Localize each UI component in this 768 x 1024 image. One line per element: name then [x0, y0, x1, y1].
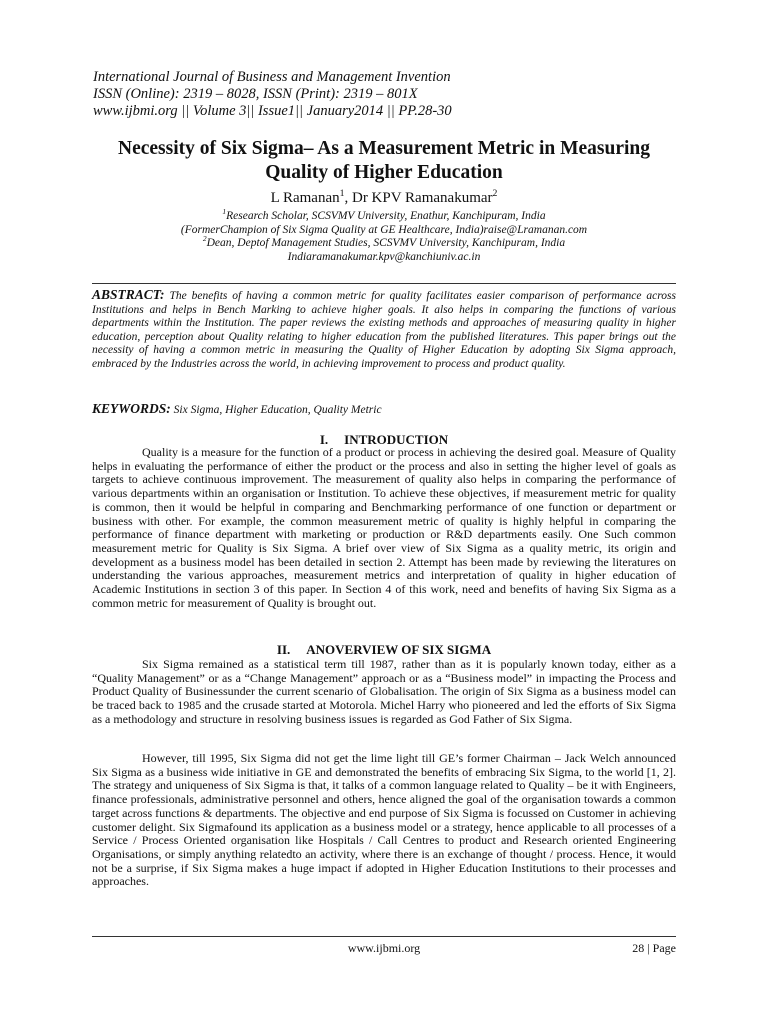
- affiliation-2-text: Dean, Deptof Management Studies, SCSVMV University, Kanchipuram, India: [206, 237, 566, 250]
- section-1-title: INTRODUCTION: [344, 432, 449, 447]
- abstract: [92, 288, 676, 372]
- paper-title-line2: Quality of Higher Education: [265, 162, 503, 183]
- footer-divider: [92, 936, 676, 937]
- keywords-label: KEYWORDS:: [92, 401, 171, 416]
- section-2-title: ANOVERVIEW OF SIX SIGMA: [306, 642, 492, 657]
- affiliation-1: [90, 207, 678, 224]
- section-2-heading: [90, 642, 678, 658]
- author-1: L Ramanan: [270, 190, 340, 206]
- paper-title-line1: Necessity of Six Sigma– As a Measurement Metric in Measuring: [117, 138, 650, 159]
- footer-site: www.ijbmi.org: [347, 941, 421, 955]
- author-2-sup: 2: [492, 188, 498, 199]
- abstract-label: ABSTRACT:: [92, 287, 165, 302]
- author-1-sup: 1: [339, 188, 345, 199]
- keywords-text: Six Sigma, Higher Education, Quality Metric: [173, 404, 382, 416]
- affiliation-2-sup: 2: [202, 234, 207, 244]
- affiliations: [90, 207, 678, 264]
- paper-title: [90, 137, 678, 185]
- section-2-body-2: [92, 752, 676, 889]
- keywords: [92, 401, 382, 417]
- author-separator: ,: [344, 190, 352, 206]
- journal-issue: www.ijbmi.org || Volume 3|| Issue1|| January2014 || PP.28-30: [93, 103, 452, 119]
- journal-header: [93, 69, 452, 120]
- section-2-paragraph-2: However, till 1995, Six Sigma did not get the lime light till GE’s former Chairman – Jack Welch announced Six Sigma as a business wide initiative in GE and demonstrated the benefits of embracing Six Sigma, to the world [1, 2]. The strategy and uniqueness of Six Sigma is that, it talks of a common language related to Quality – be it with Engineers, finance professionals, administrative personnel and others, hence aligned the goal of the organisation towards a common target across functions & departments. The objective and end purpose of Six Sigma is focussed on Customer in achieving customer delight. Six Sigmafound its application as a business model or a strategy, hence applicable to all processes of a Service / Process Oriented organisation like Hospitals / Call Centres to product and Research oriented Engineering Organisations, or simply anything relatedto an activity, where there is an exchange of thought / process. Hence, it would not be a surprise, if Six Sigma makes a huge impact if adopted in Higher Education Institutions to their processes and approaches.: [92, 751, 676, 889]
- affiliation-1-text: Research Scholar, SCSVMV University, Enathur, Kanchipuram, India: [226, 210, 546, 222]
- journal-name: International Journal of Business and Management Invention: [93, 69, 451, 85]
- journal-issn: ISSN (Online): 2319 – 8028, ISSN (Print): 2319 – 801X: [93, 86, 418, 102]
- abstract-divider: [92, 283, 676, 284]
- affiliation-1-sup: 1: [222, 207, 227, 217]
- footer-page-number: 28 | Page: [632, 941, 676, 955]
- author-2: Dr KPV Ramanakumar: [351, 190, 493, 206]
- abstract-text: The benefits of having a common metric for quality facilitates easier comparison of performance across Institutions and helps in Bench Marking to achieve higher goals. It also helps in comparing the functions of various departments within the Institution. The paper reviews the existing methods and approaches of measuring quality in higher education, perception about Quality relating to higher education from the published literatures. This paper brings out the necessity of having a common metric in measuring the Quality of Higher Education by adopting Six Sigma approach, embraced by the Industries across the world, in achieving improvement to process and product quality.: [92, 290, 677, 370]
- section-1-body: [92, 446, 676, 610]
- affiliation-1-email: (FormerChampion of Six Sigma Quality at GE Healthcare, India)raise@Lramanan.com: [180, 223, 588, 236]
- section-2-number: II.: [276, 642, 291, 657]
- section-2-paragraph-1: Six Sigma remained as a statistical term till 1987, rather than as it is popularly known today, either as a “Quality Management” or as a “Change Management” approach or as a “Business model” in impacting the Process and Product Quality of Businessunder the current scenario of Globalisation. The origin of Six Sigma as a business model can be traced back to 1985 and the crusade started at Motorola. Michel Harry who pioneered and led the efforts of Six Sigma as a methodology and structure in resolving business issues is regarded as God Father of Six Sigma.: [92, 657, 676, 726]
- affiliation-2-email: Indiaramanakumar.kpv@kanchiuniv.ac.in: [287, 250, 481, 263]
- section-2-body-1: [92, 658, 676, 727]
- section-1-paragraph: Quality is a measure for the function of a product or process in achieving the desired goal. Measure of Quality helps in evaluating the performance of either the product or the process and also in setting the higher level of goals as targets to achieve continuous improvement. The measurement of quality also helps in comparing the performance of various departments within an organisation or Institution. To achieve these objectives, if measurement metric for quality is common, then it would be helpful in comparing and Benchmarking performance of one function or department or business with other. For example, the common measurement metric of quality is highly helpful in comparing the performance of finance department with marketing or production or R&D departments easily. One Such common measurement metric for Quality is Six Sigma. A brief over view of Six Sigma as a quality metric, its origin and development as a business model has been detailed in section 2. Attempt has been made by reviewing the literatures on understanding the various approaches, measurement metrics and interpretation of quality in higher education of Academic Institutions in section 3 of this paper. In Section 4 of this work, need and benefits of having Six Sigma as a common metric for measurement of Quality is brought out.: [92, 445, 676, 610]
- affiliation-2: [90, 234, 678, 251]
- authors: [90, 189, 678, 207]
- section-1-number: I.: [319, 432, 329, 447]
